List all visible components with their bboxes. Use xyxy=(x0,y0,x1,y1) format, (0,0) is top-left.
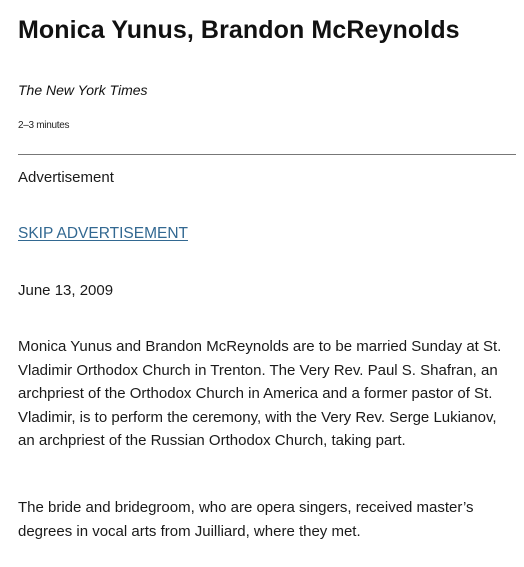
article-paragraph: The bride and bridegroom, who are opera singers, received master’s degrees in vocal arts from Juilliard, where they met. xyxy=(18,499,474,540)
header-divider xyxy=(18,154,516,155)
read-time: 2–3 minutes xyxy=(18,120,70,131)
publication-name: The New York Times xyxy=(18,82,148,98)
article-paragraph: Monica Yunus and Brandon McReynolds are to be married Sunday at St. Vladimir Orthodox Church in Trenton. The Very Rev. Paul S. Shafran, an archpriest of the Orthodox Church in America and a former pastor of St. Vladimir, is to perform the ceremony, with the Very Rev. Serge Lukianov, an archpriest of the Russian Orthodox Church, taking part. xyxy=(18,338,502,449)
advertisement-label: Advertisement xyxy=(18,169,114,186)
skip-advertisement-link[interactable]: SKIP ADVERTISEMENT xyxy=(18,225,188,242)
article-title: Monica Yunus, Brandon McReynolds xyxy=(18,16,460,44)
article-date: June 13, 2009 xyxy=(18,282,114,299)
